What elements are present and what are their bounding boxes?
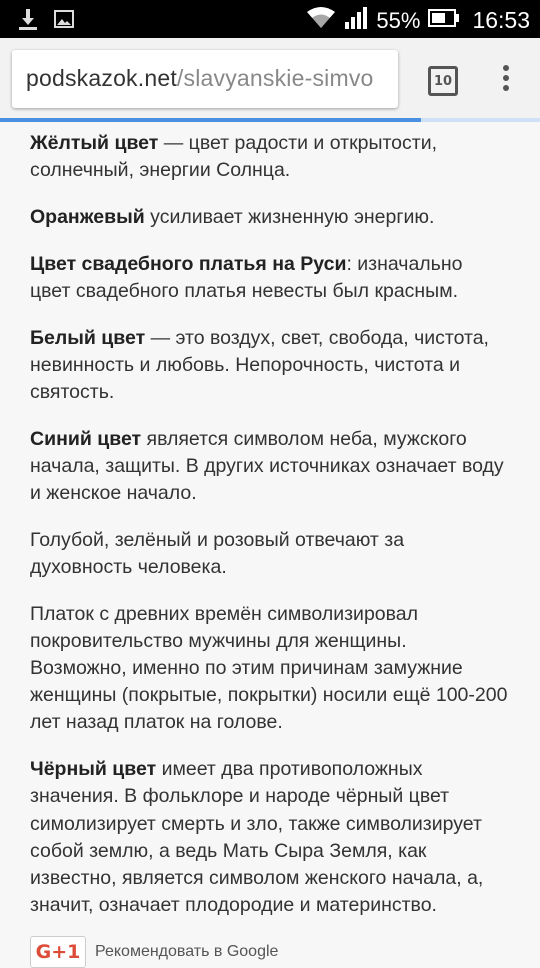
progress-fill [0, 118, 421, 122]
download-icon [18, 8, 38, 35]
paragraph-text: является символом неба, мужского начала, защиты. В других источниках означает воду и женское начало. [30, 427, 504, 505]
article-paragraph [30, 325, 508, 407]
paragraph-text: усиливает жизненную энергию. [144, 205, 435, 228]
paragraph-text: имеет два противоположных значения. В фольклоре и народе чёрный цвет симолизирует смерть и зло, также символизирует собой землю, а ведь Мать Сыра Земля, как известно, является символом женского начала, а, значит, означает плодородие и материнство. [30, 758, 484, 917]
paragraph-lead-term: Цвет свадебного платья на Руси [30, 252, 347, 275]
paragraph-text: Платок с древних времён символизировал покровительство мужчины для женщины. Возможно, именно по этим причинам замужние женщины (покрытые, покрытки) носили ещё 100-200 лет назад платок на голове. [30, 602, 508, 734]
browser-toolbar [0, 38, 540, 120]
signal-icon [344, 7, 368, 34]
gplus-button-label: G+1 [35, 941, 81, 963]
paragraph-text: Голубой, зелёный и розовый отвечают за духовность человека. [30, 528, 405, 578]
paragraph-lead-term: Чёрный цвет [30, 758, 157, 781]
paragraph-lead-term: Синий цвет [30, 427, 142, 450]
status-bar [0, 0, 540, 38]
gplus-button[interactable] [30, 936, 86, 968]
gplus-recommend-text[interactable]: Рекомендовать в Google [95, 943, 279, 960]
wifi-icon [306, 6, 336, 35]
url-host: podskazok.net [26, 65, 177, 91]
paragraph-text: : изначально цвет свадебного платья невесты был красным. [30, 252, 463, 302]
article-paragraph [30, 426, 508, 508]
url-text [26, 65, 374, 92]
overflow-menu-icon[interactable] [498, 65, 514, 95]
gplus-row [30, 936, 278, 968]
paragraph-text: — это воздух, свет, свобода, чистота, невинность и любовь. Непорочность, чистота и святость. [30, 326, 489, 403]
paragraph-lead-term: Белый цвет [30, 326, 146, 349]
clock: 16:53 [472, 7, 530, 33]
article-body [30, 130, 508, 939]
address-bar[interactable] [12, 50, 398, 108]
tab-switcher-button[interactable] [428, 66, 458, 96]
article-paragraph [30, 527, 508, 581]
image-icon [54, 9, 74, 34]
article-paragraph [30, 601, 508, 737]
article-paragraph [30, 251, 508, 305]
battery-icon [428, 9, 460, 32]
url-path: /slavyanskie-simvo [176, 65, 374, 91]
article-paragraph [30, 756, 508, 919]
page-load-progress [0, 118, 540, 122]
article-paragraph [30, 130, 508, 184]
article-paragraph [30, 204, 508, 231]
paragraph-text: — цвет радости и открытости, солнечный, энергии Солнца. [30, 132, 438, 182]
paragraph-lead-term: Оранжевый [30, 205, 145, 228]
paragraph-lead-term: Жёлтый цвет [30, 132, 159, 154]
battery-percent: 55% [376, 7, 421, 33]
tab-count: 10 [433, 73, 453, 89]
